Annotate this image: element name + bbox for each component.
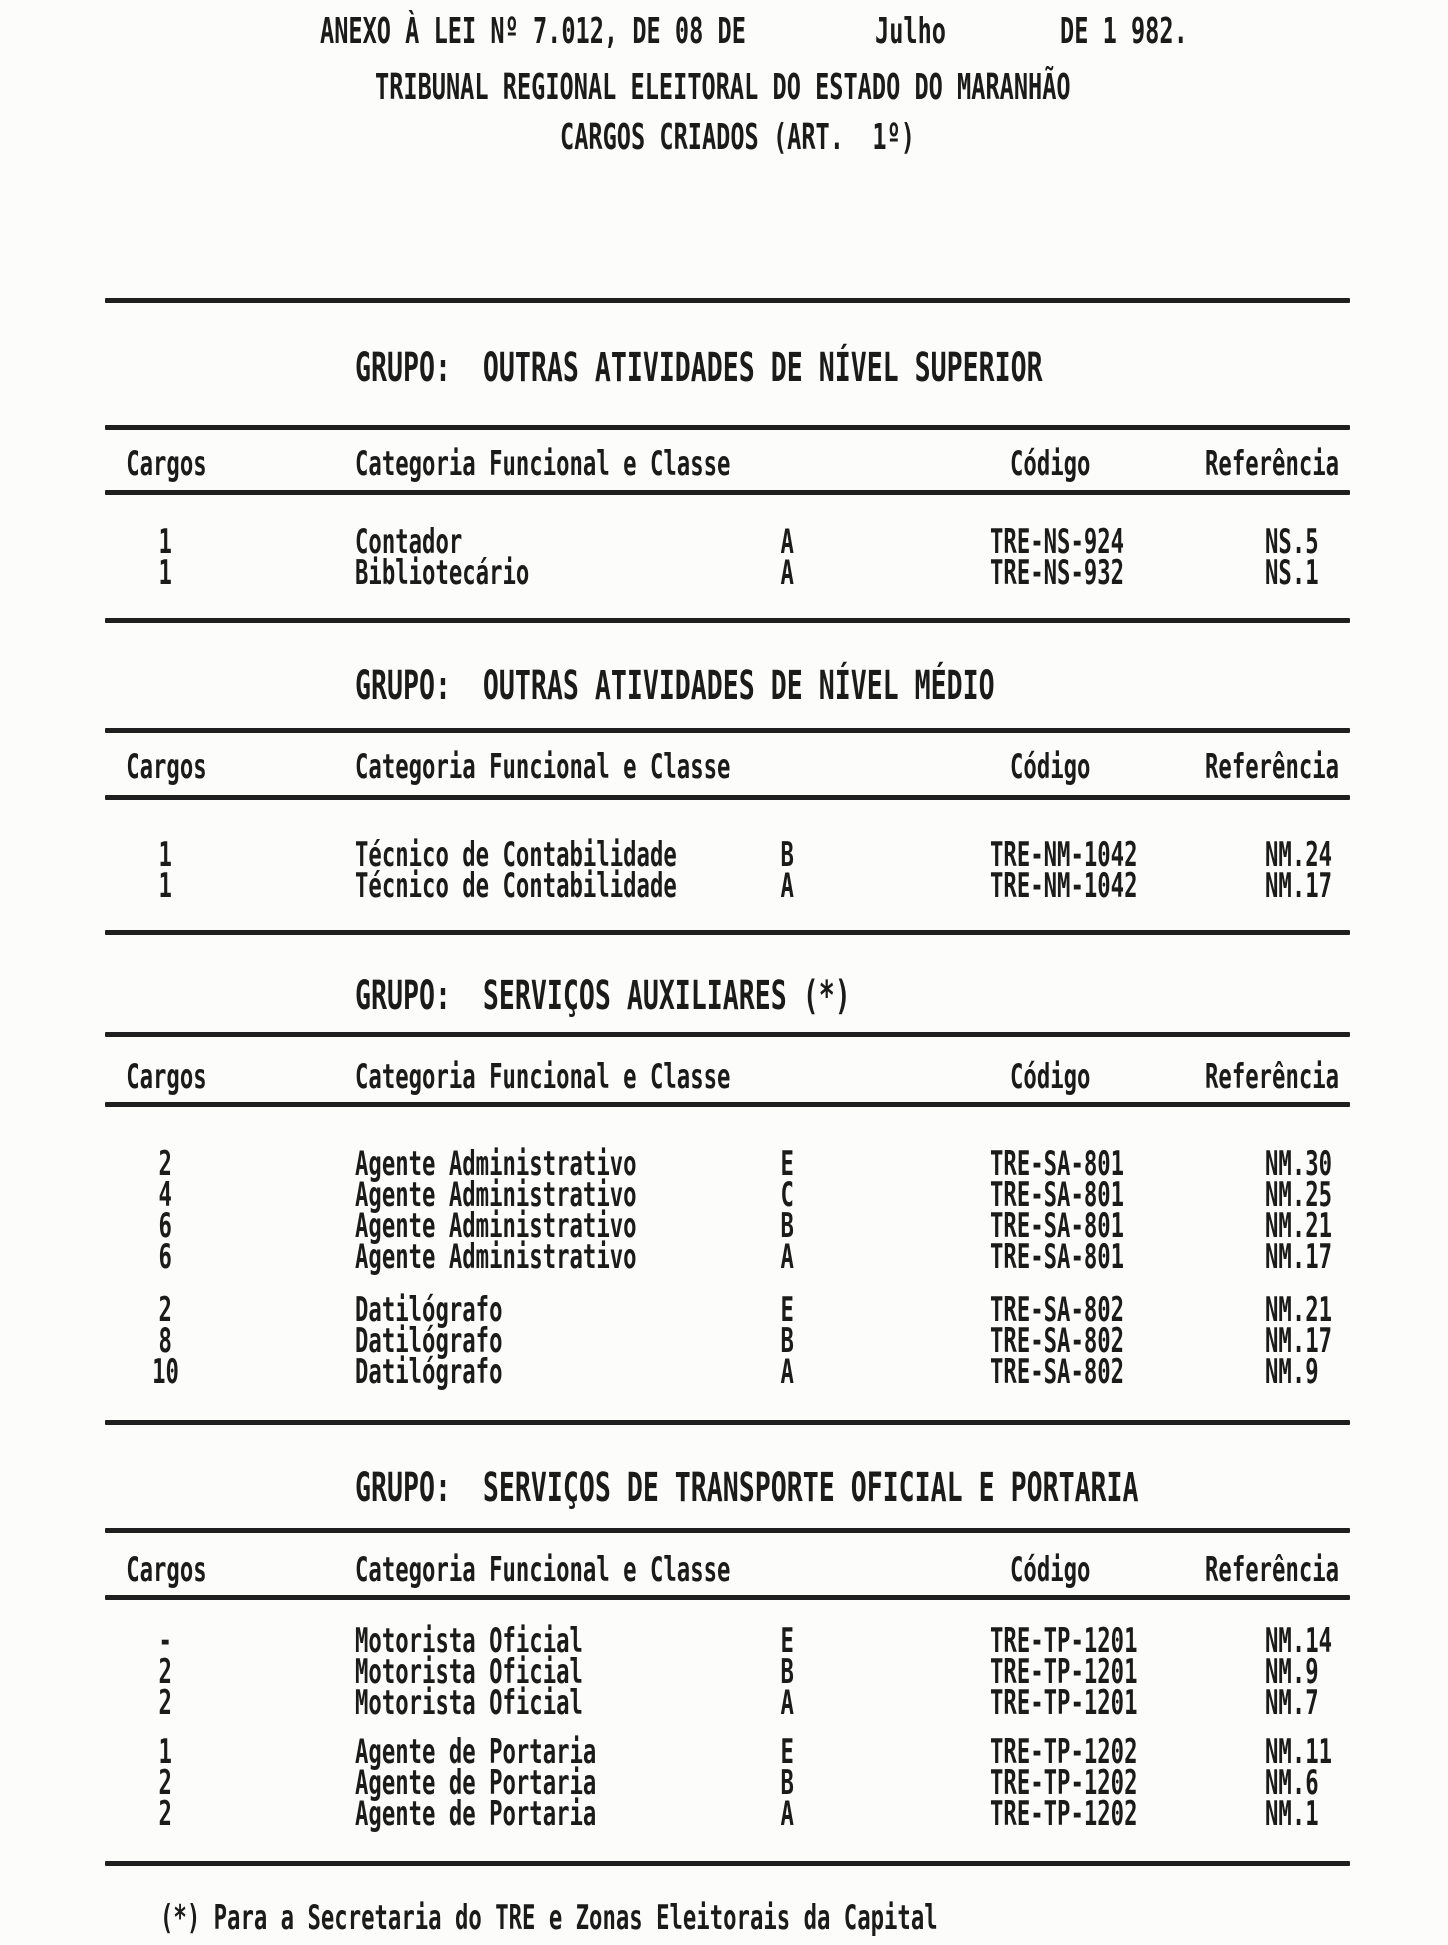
table-row [105,1621,1350,1661]
cell-cargos: 1 [158,553,172,593]
cell-classe: E [780,1621,795,1661]
cell-cargos: 2 [158,1763,172,1803]
table-row [105,1175,1350,1215]
table-header-row [105,1552,1350,1588]
horizontal-rule [105,1528,1350,1533]
cell-classe: A [780,1352,795,1392]
cell-referencia: NM.25 [1265,1175,1333,1215]
cell-cargos: 1 [158,866,172,906]
cell-cargos: 6 [158,1237,172,1277]
cell-categoria: Agente de Portaria [355,1794,597,1834]
header-line-2 [105,68,1350,108]
header-year-text: DE 1 982. [1060,11,1188,52]
cell-classe: A [780,1794,795,1834]
table-row [105,1290,1350,1330]
document-content [105,12,1350,1938]
cell-categoria: Técnico de Contabilidade [355,866,677,906]
column-header-categoria: Categoria Funcional e Classe [355,444,731,484]
cell-referencia: NM.21 [1265,1290,1333,1330]
cell-referencia: NM.6 [1265,1763,1319,1803]
cell-referencia: NM.9 [1265,1652,1319,1692]
table-body [105,1732,1350,1834]
table-row [105,866,1350,906]
table-body [105,522,1350,593]
table-row [105,522,1350,562]
cargos-criados-subtitle: CARGOS CRIADOS (ART. 1º) [560,117,915,158]
cell-classe: A [780,1237,795,1277]
cell-cargos: 8 [158,1321,172,1361]
horizontal-rule [105,1032,1350,1037]
cell-categoria: Datilógrafo [355,1290,503,1330]
table-row [105,1763,1350,1803]
cell-referencia: NM.21 [1265,1206,1333,1246]
horizontal-rule [105,425,1350,430]
table-body [105,835,1350,906]
cell-codigo: TRE-SA-801 [990,1144,1125,1184]
horizontal-rule [105,1595,1350,1600]
cell-referencia: NM.11 [1265,1732,1333,1772]
cell-classe: B [780,1763,795,1803]
horizontal-rule [105,490,1350,495]
cell-categoria: Agente Administrativo [355,1175,637,1215]
cell-codigo: TRE-TP-1202 [990,1732,1138,1772]
cell-cargos: 6 [158,1206,172,1246]
cell-cargos: 2 [158,1652,172,1692]
cell-cargos: 4 [158,1175,172,1215]
group-title-nivel-medio: GRUPO: OUTRAS ATIVIDADES DE NÍVEL MÉDIO [355,663,995,709]
cell-cargos: 2 [158,1290,172,1330]
table-header-row [105,446,1350,482]
cell-codigo: TRE-NS-924 [990,522,1125,562]
cell-codigo: TRE-SA-801 [990,1206,1125,1246]
cell-codigo: TRE-SA-801 [990,1237,1125,1277]
cell-codigo: TRE-TP-1202 [990,1794,1138,1834]
header-line-3 [105,118,1350,158]
cell-categoria: Agente Administrativo [355,1206,637,1246]
column-header-categoria: Categoria Funcional e Classe [355,1550,731,1590]
table-row [105,1237,1350,1277]
cell-referencia: NM.14 [1265,1621,1333,1661]
cell-classe: A [780,1683,795,1723]
cell-cargos: 1 [158,835,172,875]
cell-categoria: Técnico de Contabilidade [355,835,677,875]
header-month-text: Julho [875,11,946,52]
column-header-referencia: Referência [1205,747,1340,787]
column-header-cargos: Cargos [126,747,207,787]
table-row [105,1683,1350,1723]
column-header-codigo: Código [1010,1057,1091,1097]
cell-codigo: TRE-TP-1201 [990,1621,1138,1661]
table-row [105,1352,1350,1392]
cell-codigo: TRE-NM-1042 [990,866,1138,906]
header-line-1 [105,12,1350,52]
table-body [105,1290,1350,1392]
cell-referencia: NM.17 [1265,1321,1333,1361]
column-header-categoria: Categoria Funcional e Classe [355,1057,731,1097]
cell-codigo: TRE-SA-802 [990,1352,1125,1392]
cell-categoria: Agente de Portaria [355,1763,597,1803]
column-header-referencia: Referência [1205,1550,1340,1590]
cell-classe: A [780,866,795,906]
horizontal-rule [105,1861,1350,1866]
cell-categoria: Contador [355,522,463,562]
table-row [105,1652,1350,1692]
cell-classe: E [780,1732,795,1772]
cell-cargos: 1 [158,522,172,562]
cell-classe: B [780,1321,795,1361]
horizontal-rule [105,618,1350,623]
cell-referencia: NM.7 [1265,1683,1319,1723]
horizontal-rule [105,930,1350,935]
cell-classe: E [780,1290,795,1330]
cell-classe: C [780,1175,795,1215]
table-row [105,835,1350,875]
cell-referencia: NS.1 [1265,553,1319,593]
cell-codigo: TRE-SA-802 [990,1290,1125,1330]
cell-codigo: TRE-SA-801 [990,1175,1125,1215]
table-row [105,1206,1350,1246]
table-row [105,553,1350,593]
cell-referencia: NM.9 [1265,1352,1319,1392]
footnote: (*) Para a Secretaria do TRE e Zonas Eleitorais da Capital [160,1898,938,1938]
cell-referencia: NM.17 [1265,866,1333,906]
cell-cargos: 2 [158,1683,172,1723]
header-annex-text: ANEXO À LEI Nº 7.012, DE 08 DE [320,11,746,52]
cell-categoria: Motorista Oficial [355,1621,583,1661]
cell-codigo: TRE-TP-1201 [990,1683,1138,1723]
cell-classe: B [780,1206,795,1246]
column-header-categoria: Categoria Funcional e Classe [355,747,731,787]
cell-cargos: - [158,1621,172,1661]
cell-referencia: NS.5 [1265,522,1319,562]
cell-cargos: 2 [158,1794,172,1834]
column-header-referencia: Referência [1205,444,1340,484]
table-header-row [105,1059,1350,1095]
cell-categoria: Motorista Oficial [355,1683,583,1723]
horizontal-rule [105,795,1350,800]
cell-referencia: NM.1 [1265,1794,1319,1834]
cell-codigo: TRE-NM-1042 [990,835,1138,875]
cell-classe: B [780,1652,795,1692]
table-row [105,1794,1350,1834]
cell-codigo: TRE-SA-802 [990,1321,1125,1361]
horizontal-rule [105,728,1350,733]
column-header-referencia: Referência [1205,1057,1340,1097]
cell-classe: A [780,553,795,593]
column-header-codigo: Código [1010,747,1091,787]
column-header-codigo: Código [1010,1550,1091,1590]
cell-categoria: Datilógrafo [355,1321,503,1361]
cell-categoria: Datilógrafo [355,1352,503,1392]
group-title-transporte-portaria: GRUPO: SERVIÇOS DE TRANSPORTE OFICIAL E PORTARIA [355,1465,1139,1511]
cell-classe: A [780,522,795,562]
horizontal-rule [105,1420,1350,1425]
table-row [105,1321,1350,1361]
cell-cargos: 10 [151,1352,179,1392]
column-header-cargos: Cargos [126,1057,207,1097]
table-body [105,1621,1350,1723]
tribunal-title: TRIBUNAL REGIONAL ELEITORAL DO ESTADO DO MARANHÃO [375,67,1071,108]
column-header-cargos: Cargos [126,444,207,484]
cell-categoria: Bibliotecário [355,553,530,593]
cell-referencia: NM.24 [1265,835,1333,875]
table-row [105,1144,1350,1184]
table-body [105,1144,1350,1277]
cell-referencia: NM.17 [1265,1237,1333,1277]
cell-classe: B [780,835,795,875]
cell-categoria: Agente Administrativo [355,1237,637,1277]
group-title-servicos-auxiliares: GRUPO: SERVIÇOS AUXILIARES (*) [355,973,851,1019]
cell-cargos: 1 [158,1732,172,1772]
cell-codigo: TRE-TP-1202 [990,1763,1138,1803]
cell-categoria: Agente Administrativo [355,1144,637,1184]
column-header-cargos: Cargos [126,1550,207,1590]
cell-categoria: Motorista Oficial [355,1652,583,1692]
cell-codigo: TRE-NS-932 [990,553,1125,593]
horizontal-rule [105,1102,1350,1107]
cell-classe: E [780,1144,795,1184]
column-header-codigo: Código [1010,444,1091,484]
cell-codigo: TRE-TP-1201 [990,1652,1138,1692]
table-row [105,1732,1350,1772]
table-header-row [105,749,1350,785]
cell-cargos: 2 [158,1144,172,1184]
group-title-nivel-superior: GRUPO: OUTRAS ATIVIDADES DE NÍVEL SUPERIOR [355,345,1043,391]
cell-referencia: NM.30 [1265,1144,1333,1184]
horizontal-rule [105,298,1350,303]
cell-categoria: Agente de Portaria [355,1732,597,1772]
